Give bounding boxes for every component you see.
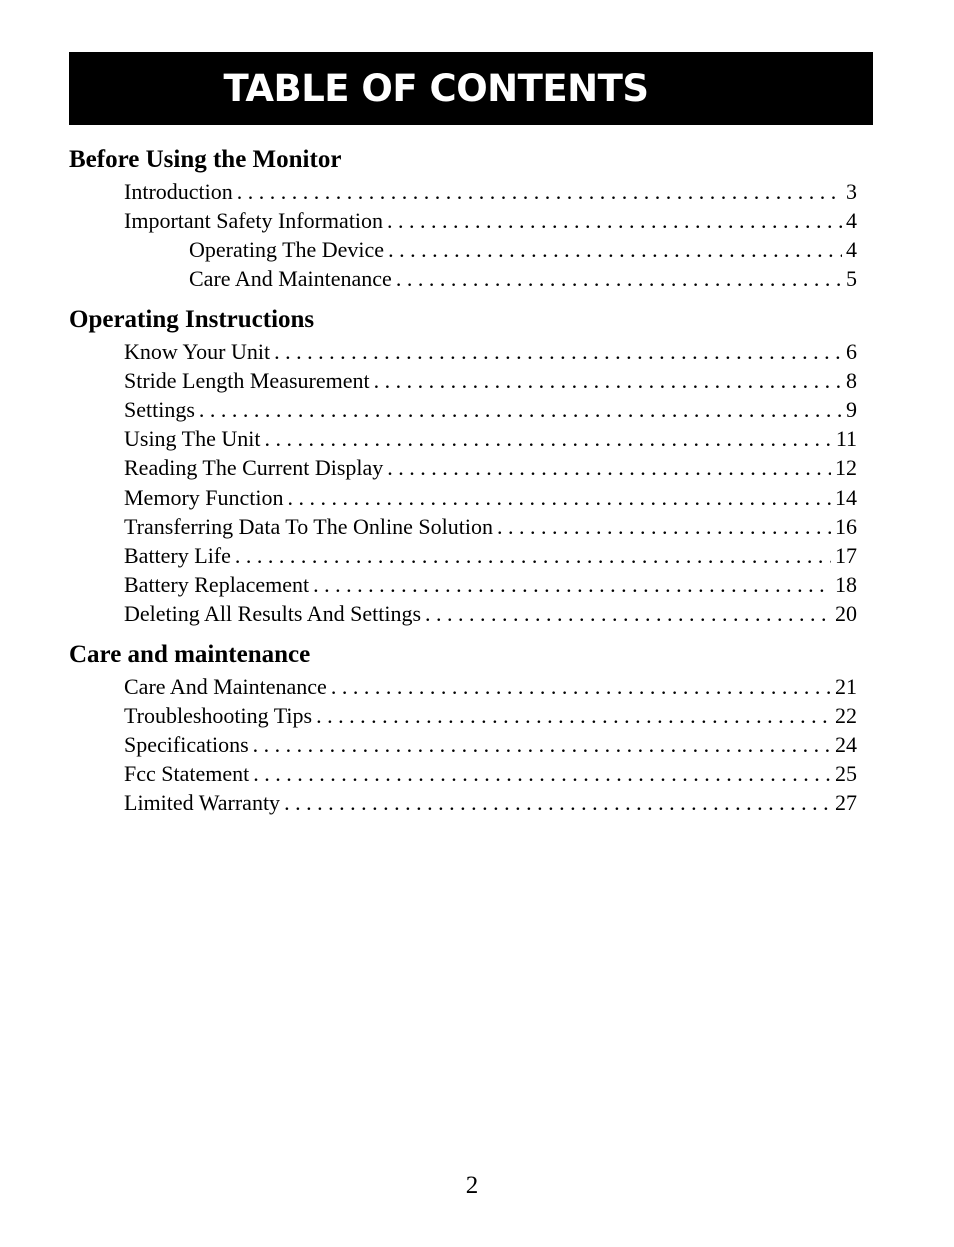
dot-leader [249, 730, 831, 759]
dot-leader [309, 570, 831, 599]
toc-entry[interactable] [124, 453, 857, 482]
dot-leader [383, 206, 842, 235]
toc-entry[interactable] [124, 672, 857, 701]
toc-entry[interactable] [124, 424, 857, 453]
dot-leader [195, 395, 842, 424]
dot-leader [421, 599, 831, 628]
toc-entry[interactable] [124, 730, 857, 759]
section-heading: Operating Instructions [69, 306, 315, 333]
toc-entry-page: 22 [835, 703, 857, 729]
toc-entry[interactable] [189, 235, 857, 264]
dot-leader [384, 235, 842, 264]
toc-entry-label: Care And Maintenance [124, 674, 327, 699]
page-title: TABLE OF CONTENTS [223, 67, 649, 110]
dot-leader [249, 759, 831, 788]
toc-entry[interactable] [124, 541, 857, 570]
toc-entry-page: 24 [835, 732, 857, 758]
toc-entry-page: 8 [846, 368, 857, 394]
toc-entry[interactable] [124, 366, 857, 395]
title-bar [69, 52, 873, 125]
dot-leader [231, 541, 831, 570]
dot-leader [284, 483, 832, 512]
toc-entry[interactable] [124, 599, 857, 628]
toc-entry[interactable] [189, 264, 857, 293]
dot-leader [392, 264, 842, 293]
toc-entry[interactable] [124, 206, 857, 235]
toc-entry[interactable] [124, 177, 857, 206]
toc-entry-page: 11 [835, 426, 857, 452]
section-heading: Before Using the Monitor [69, 146, 342, 173]
toc-entry-label: Operating The Device [189, 237, 385, 263]
toc-entry-page: 9 [846, 397, 857, 423]
toc-entry-label: Transferring Data To The Online Solution [124, 513, 493, 539]
toc-entry-page: 18 [835, 571, 857, 597]
dot-leader [270, 337, 842, 366]
toc-entry-page: 12 [835, 455, 857, 481]
toc-entry-page: 4 [846, 208, 857, 234]
toc-entry[interactable] [124, 570, 857, 599]
toc-entry-label: Settings [124, 397, 195, 423]
toc-entry-page: 25 [835, 761, 857, 787]
dot-leader [280, 788, 831, 817]
dot-leader [233, 177, 842, 206]
toc-entry[interactable] [124, 701, 857, 730]
toc-entry-page: 21 [835, 674, 857, 699]
toc-entry[interactable] [124, 337, 857, 366]
toc-entry-page: 16 [835, 513, 857, 539]
section-heading: Care and maintenance [69, 641, 311, 668]
toc-entry-page: 3 [846, 179, 857, 204]
dot-leader [260, 424, 831, 453]
toc-entry[interactable] [124, 483, 857, 512]
toc-entry-page: 14 [835, 484, 857, 510]
toc-entry-label: Battery Life [124, 542, 231, 568]
toc-entry-label: Specifications [124, 732, 249, 758]
toc-entry[interactable] [124, 512, 857, 541]
toc-entry-label: Using The Unit [124, 426, 261, 452]
toc-entry-label: Care And Maintenance [189, 266, 392, 292]
toc-entry-label: Battery Replacement [124, 571, 310, 597]
toc-entry-page: 20 [835, 600, 857, 626]
toc-entry-label: Stride Length Measurement [124, 368, 370, 394]
dot-leader [493, 512, 831, 541]
toc-entry-label: Introduction [124, 179, 233, 204]
toc-entry-label: Reading The Current Display [124, 455, 384, 481]
toc-entry-page: 17 [835, 542, 857, 568]
toc-entry-label: Memory Function [124, 484, 284, 510]
toc-entry[interactable] [124, 788, 857, 817]
toc-entry-page: 27 [835, 790, 857, 816]
toc-entry-page: 6 [846, 339, 857, 364]
toc-entry-label: Troubleshooting Tips [124, 703, 313, 729]
toc-entry[interactable] [124, 759, 857, 788]
toc-entry-page: 4 [846, 237, 857, 263]
toc-entry-page: 5 [846, 266, 857, 292]
toc-entry-label: Limited Warranty [124, 790, 281, 816]
toc-entry[interactable] [124, 395, 857, 424]
page-number: 2 [465, 1172, 479, 1199]
dot-leader [312, 701, 831, 730]
toc-entry-label: Important Safety Information [124, 208, 384, 234]
dot-leader [370, 366, 842, 395]
dot-leader [327, 672, 831, 701]
toc-entry-label: Fcc Statement [124, 761, 250, 787]
toc-entry-label: Deleting All Results And Settings [124, 600, 422, 626]
dot-leader [383, 453, 831, 482]
toc-entry-label: Know Your Unit [124, 339, 271, 364]
